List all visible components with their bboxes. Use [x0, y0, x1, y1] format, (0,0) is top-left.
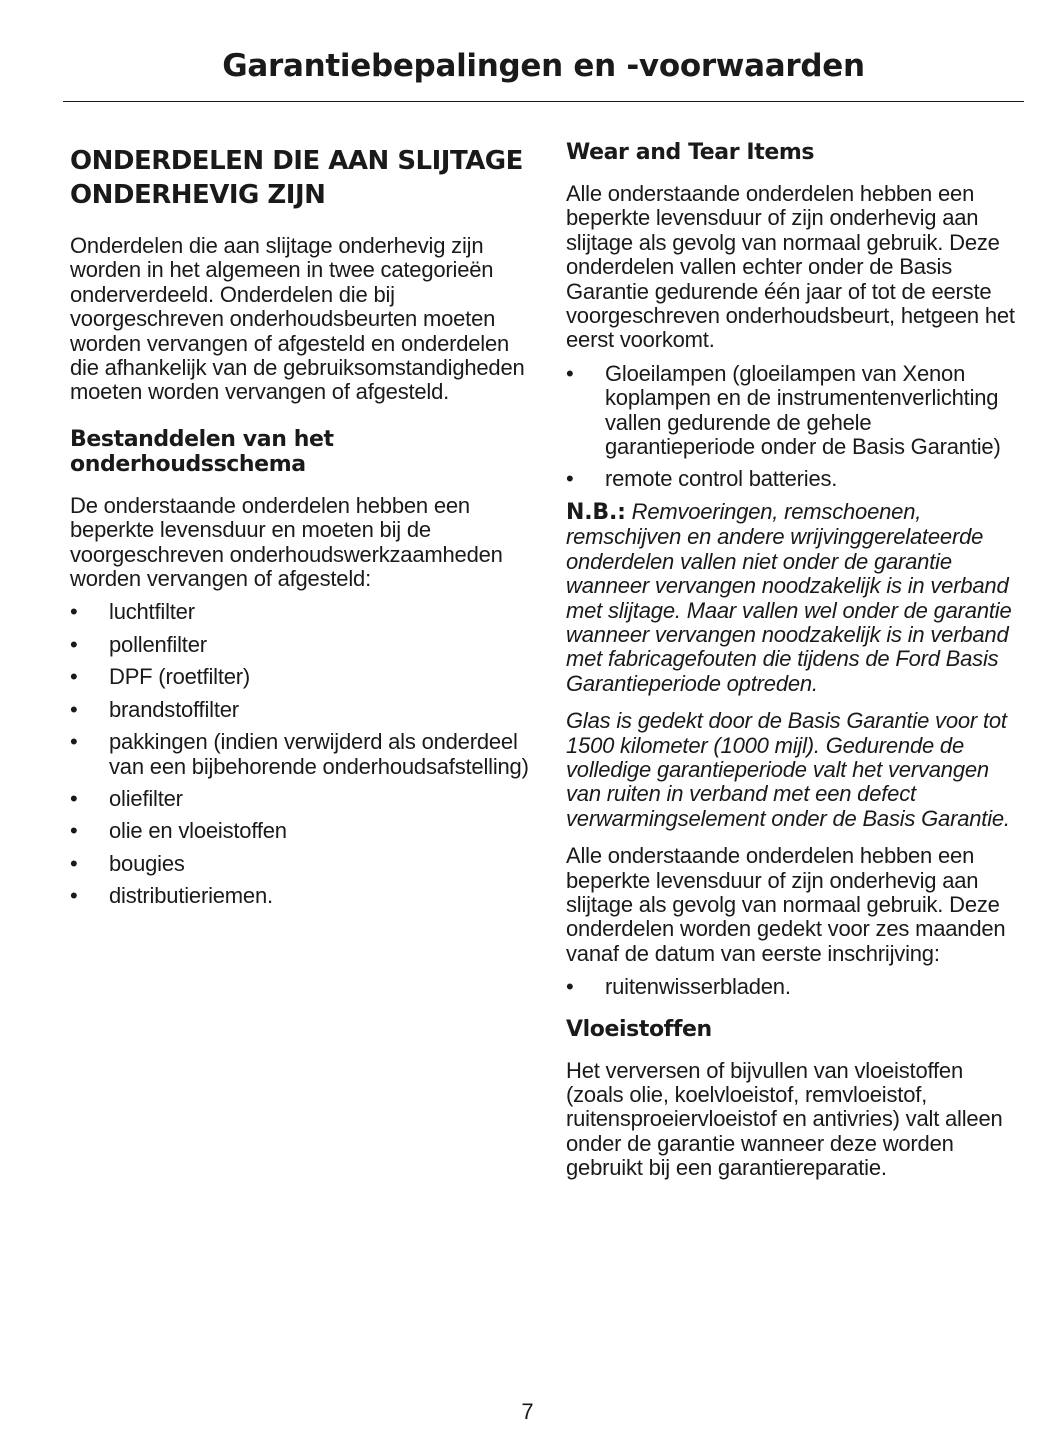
list-item [70, 600, 530, 624]
list-item-text: bougies [109, 850, 185, 876]
right-column [566, 140, 1026, 1181]
list-item-text: olie en vloeistoffen [109, 818, 287, 844]
list-item-text: Gloeilampen (gloeilampen van Xenon koplampen en de instrumentenverlichting vallen gedurende de gehele garantieperiode onder de Basis Garantie) [605, 360, 1001, 460]
bullet-icon: • [70, 631, 78, 657]
list-item [70, 852, 530, 876]
list-item [70, 665, 530, 689]
note-text: Remvoeringen, remschoenen, remschijven en andere wrijvinggerelateerde onderdelen vallen niet onder de garantie wanneer vervangen noodzakelijk is in verband met slijtage. Maar vallen wel onder de garantie wanneer vervangen noodzakelijk is in verband met fabricagefouten die tijdens de Ford Basis Garantieperiode optreden. [566, 498, 1012, 696]
list-item-text: luchtfilter [109, 599, 195, 625]
list-item [566, 362, 1026, 460]
glass-paragraph: Glas is gedekt door de Basis Garantie voor tot 1500 kilometer (1000 mijl). Gedurende de volledige garantieperiode valt het vervangen van ruiten in verband met een defect verwarmingselement onder de Basis Garantie. [566, 708, 1010, 831]
wiper-list [566, 975, 1026, 999]
maintenance-parts-list [70, 600, 530, 908]
bullet-icon: • [70, 729, 78, 755]
wear-tear-list [566, 362, 1026, 492]
bullet-icon: • [566, 360, 574, 386]
note-label: N.B.: [566, 499, 626, 525]
bullet-icon: • [70, 599, 78, 625]
bullet-icon: • [566, 466, 574, 492]
fluids-paragraph: Het verversen of bijvullen van vloeistoffen (zoals olie, koelvloeistof, remvloeistof, ruitensproeiervloeistof en antivries) valt alleen onder de garantie wanneer deze worden gebruikt bij een garantiereparatie. [566, 1057, 1003, 1181]
list-item [566, 467, 1026, 491]
note-paragraph [566, 500, 1026, 696]
maintenance-schedule-paragraph: De onderstaande onderdelen hebben een beperkte levensduur en moeten bij de voorgeschreven onderhoudswerkzaamheden worden vervangen of afgesteld: [70, 492, 503, 592]
list-item [70, 698, 530, 722]
list-item [566, 975, 1026, 999]
page-number: 7 [521, 1399, 534, 1424]
bullet-icon: • [70, 664, 78, 690]
bullet-icon: • [70, 696, 78, 722]
left-column [70, 140, 530, 917]
list-item-text: pakkingen (indien verwijderd als onderdeel van een bijbehorende onderhoudsafstelling) [109, 729, 529, 779]
list-item-text: distributieriemen. [109, 883, 273, 909]
page-header [63, 0, 1024, 102]
section-title-fluids: Vloeistoffen [566, 1016, 712, 1042]
bullet-icon: • [70, 883, 78, 909]
list-item-text: brandstoffilter [109, 696, 239, 722]
list-item [70, 884, 530, 908]
bullet-icon: • [70, 785, 78, 811]
wear-tear-paragraph: Alle onderstaande onderdelen hebben een beperkte levensduur of zijn onderhevig aan slijtage als gevolg van normaal gebruik. Deze onderdelen vallen echter onder de Basis Garantie gedurende één jaar of tot de eerste voorgeschreven onderhoudsbeurt, hetgeen het eerst voorkomt. [566, 181, 1015, 353]
bullet-icon: • [70, 818, 78, 844]
section-title-wear-and-tear: Wear and Tear Items [566, 140, 815, 165]
list-item [70, 633, 530, 657]
six-months-paragraph: Alle onderstaande onderdelen hebben een beperkte levensduur of zijn onderhevig aan slijtage als gevolg van normaal gebruik. Deze onderdelen worden gedekt voor zes maanden vanaf de datum van eerste inschrijving: [566, 843, 1006, 966]
list-item-text: pollenfilter [109, 631, 207, 657]
list-item [70, 787, 530, 811]
intro-paragraph: Onderdelen die aan slijtage onderhevig zijn worden in het algemeen in twee categorieën onderverdeeld. Onderdelen die bij voorgeschreven onderhoudsbeurten moeten worden vervangen of afgesteld en onderdelen die afhankelijk van de gebruiksomstandigheden moeten worden vervangen of afgesteld. [70, 233, 525, 405]
page-title: Garantiebepalingen en -voorwaarden [222, 48, 865, 84]
list-item [70, 730, 530, 779]
list-item-text: remote control batteries. [605, 466, 838, 492]
section-title-wear-parts: ONDERDELEN DIE AAN SLIJTAGE ONDERHEVIG ZIJN [70, 146, 523, 210]
list-item-text: DPF (roetfilter) [109, 664, 251, 690]
subsection-title-maintenance-schedule: Bestanddelen van het onderhoudsschema [70, 426, 334, 477]
list-item [70, 819, 530, 843]
bullet-icon: • [70, 850, 78, 876]
list-item-text: ruitenwisserbladen. [605, 974, 791, 1000]
bullet-icon: • [566, 974, 574, 1000]
list-item-text: oliefilter [109, 785, 183, 811]
